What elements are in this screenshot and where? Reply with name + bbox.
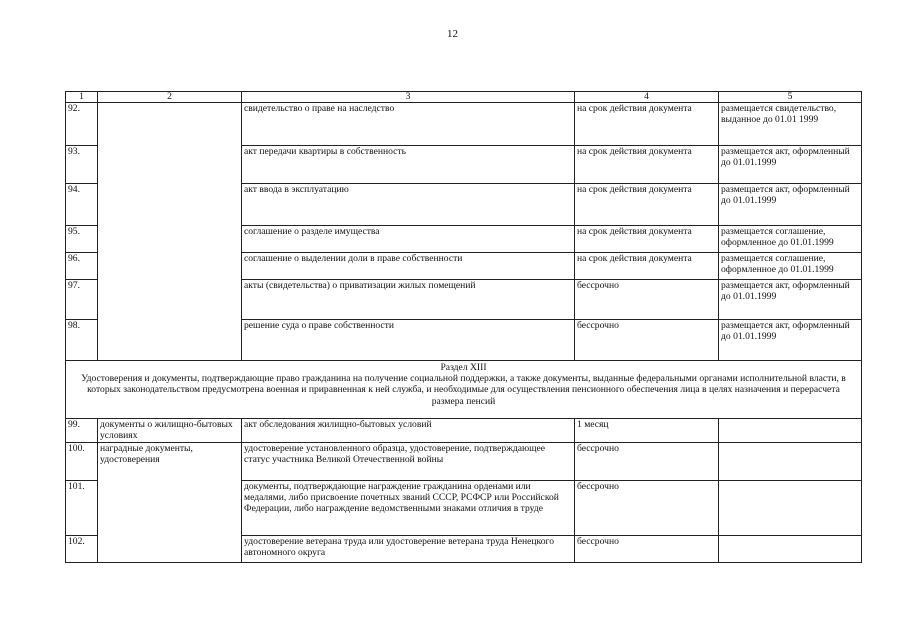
category: наградные документы, удостоверения (98, 443, 242, 563)
note: размещается свидетельство, выданное до 01.01 1999 (719, 103, 862, 146)
category-cell-empty (98, 103, 242, 361)
note: размещается акт, оформленный до 01.01.1999 (719, 146, 862, 184)
document-name: свидетельство о праве на наследство (242, 103, 575, 146)
document-name: документы, подтверждающие награждение гражданина орденами или медалями, либо присвоение почетных званий СССР, РСФСР или Российской Федерации, либо награждение ведомственными знаками отличия в труде (242, 481, 575, 536)
document-name: акт обследования жилищно-бытовых условий (242, 419, 575, 443)
row-number: 100. (66, 443, 98, 481)
row-number: 96. (66, 253, 98, 280)
section-title: Раздел XIII (440, 362, 487, 373)
row-number: 98. (66, 320, 98, 361)
column-header: 2 (98, 92, 242, 103)
section-cell (66, 361, 862, 419)
document-name: акт ввода в эксплуатацию (242, 184, 575, 226)
column-header: 4 (575, 92, 719, 103)
storage-term: бессрочно (575, 320, 719, 361)
storage-term: на срок действия документа (575, 184, 719, 226)
storage-term: на срок действия документа (575, 226, 719, 253)
storage-term: бессрочно (575, 481, 719, 536)
category: документы о жилищно-бытовых условиях (98, 419, 242, 443)
storage-term: бессрочно (575, 280, 719, 320)
row-number: 95. (66, 226, 98, 253)
row-number: 93. (66, 146, 98, 184)
note (719, 419, 862, 443)
table-row (66, 419, 862, 443)
note: размещается акт, оформленный до 01.01.1999 (719, 184, 862, 226)
row-number: 92. (66, 103, 98, 146)
row-number: 94. (66, 184, 98, 226)
table-header-row (66, 92, 862, 103)
table-row (66, 103, 862, 146)
note: размещается акт, оформленный до 01.01.1999 (719, 280, 862, 320)
storage-term: 1 месяц (575, 419, 719, 443)
storage-term: бессрочно (575, 443, 719, 481)
document-name: соглашение о выделении доли в праве собственности (242, 253, 575, 280)
storage-term: на срок действия документа (575, 253, 719, 280)
storage-term: бессрочно (575, 536, 719, 563)
note: размещается соглашение, оформленное до 01.01.1999 (719, 226, 862, 253)
table-row (66, 443, 862, 481)
note: размещается соглашение, оформленное до 01.01.1999 (719, 253, 862, 280)
page-number: 12 (447, 28, 458, 40)
document-name: удостоверение установленного образца, удостоверение, подтверждающее статус участника Великой Отечественной войны (242, 443, 575, 481)
storage-term: на срок действия документа (575, 146, 719, 184)
storage-term: на срок действия документа (575, 103, 719, 146)
row-number: 97. (66, 280, 98, 320)
column-header: 1 (66, 92, 98, 103)
documents-table (65, 91, 862, 563)
section-description: Удостоверения и документы, подтверждающие право гражданина на получение социальной поддержки, а также документы, выданные федеральными органами исполнительной власти, в которых законодательством предусмотрена военная и приравненная к ней служба, и необходимые для осуществления пенсионного обеспечения лица в целях назначения и перерасчета размера пенсий (81, 373, 846, 407)
row-number: 99. (66, 419, 98, 443)
note (719, 536, 862, 563)
row-number: 102. (66, 536, 98, 563)
note (719, 443, 862, 481)
note: размещается акт, оформленный до 01.01.1999 (719, 320, 862, 361)
section-row (66, 361, 862, 419)
document-name: акт передачи квартиры в собственность (242, 146, 575, 184)
column-header: 3 (242, 92, 575, 103)
document-name: решение суда о праве собственности (242, 320, 575, 361)
row-number: 101. (66, 481, 98, 536)
document-name: удостоверение ветерана труда или удостоверение ветерана труда Ненецкого автономного округа (242, 536, 575, 563)
note (719, 481, 862, 536)
column-header: 5 (719, 92, 862, 103)
document-name: акты (свидетельства) о приватизации жилых помещений (242, 280, 575, 320)
document-name: соглашение о разделе имущества (242, 226, 575, 253)
